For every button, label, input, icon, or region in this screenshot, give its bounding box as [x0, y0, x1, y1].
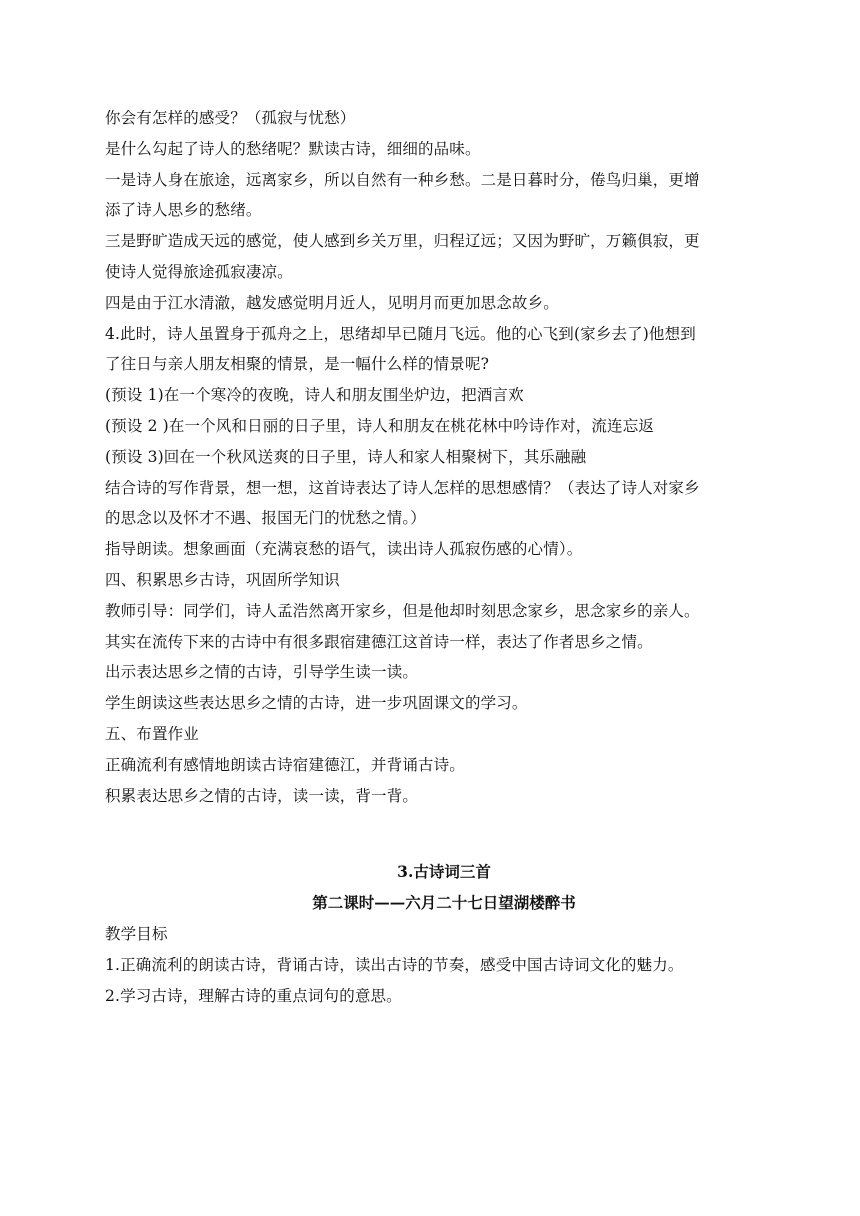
text-line: 指导朗读。想象画面（充满哀愁的语气，读出诗人孤寂伤感的心情）。	[105, 540, 583, 559]
text-line: 三是野旷造成天远的感觉，使人感到乡关万里，归程辽远；又因为野旷，万籁俱寂，更	[105, 232, 700, 251]
section-gap	[105, 811, 765, 857]
text-line: (预设 3)回在一个秋风送爽的日子里，诗人和家人相聚树下，其乐融融	[105, 447, 587, 466]
text-line: 使诗人觉得旅途孤寂凄凉。	[105, 262, 293, 281]
body-text-top	[105, 103, 765, 811]
text-line: 是什么勾起了诗人的愁绪呢？默读古诗，细细的品味。	[105, 139, 481, 158]
lesson-title: 3.古诗词三首	[397, 862, 491, 882]
text-line: (预设 1)在一个寒冷的夜晚，诗人和朋友围坐炉边，把酒言欢	[105, 386, 524, 405]
text-line: 积累表达思乡之情的古诗，读一读，背一背。	[105, 786, 419, 805]
text-line: 四是由于江水清澈，越发感觉明月近人，见明月而更加思念故乡。	[105, 293, 559, 312]
text-line: 学生朗读这些表达思乡之情的古诗，进一步巩固课文的学习。	[105, 694, 528, 713]
text-line: (预设 2 )在一个风和日丽的日子里，诗人和朋友在桃花林中吟诗作对，流连忘返	[105, 416, 655, 435]
text-line: 2.学习古诗，理解古诗的重点词句的意思。	[105, 986, 402, 1005]
text-line: 你会有怎样的感受？（孤寂与忧愁）	[105, 109, 356, 127]
text-line: 正确流利有感情地朗读古诗宿建德江，并背诵古诗。	[105, 755, 465, 774]
text-line: 添了诗人思乡的愁绪。	[105, 201, 262, 220]
text-line: 出示表达思乡之情的古诗，引导学生读一读。	[105, 663, 419, 682]
text-line: 4.此时，诗人虽置身于孤舟之上，思绪却早已随月飞远。他的心飞到(家乡去了)他想到	[105, 324, 696, 343]
teaching-goals-heading: 教学目标	[105, 924, 168, 943]
text-line: 教师引导：同学们，诗人孟浩然离开家乡，但是他却时刻思念家乡，思念家乡的亲人。	[105, 601, 700, 620]
text-line: 了往日与亲人朋友相聚的情景，是一幅什么样的情景呢?	[105, 355, 490, 374]
text-line: 其实在流传下来的古诗中有很多跟宿建德江这首诗一样，表达了作者思乡之情。	[105, 632, 653, 651]
lesson-subtitle: 第二课时——六月二十七日望湖楼醉书	[312, 893, 576, 913]
text-line: 的思念以及怀才不遇、报国无门的忧愁之情。）	[105, 509, 426, 528]
body-text-bottom	[105, 919, 765, 1011]
document-page	[105, 103, 765, 1011]
text-line: 1.正确流利的朗读古诗，背诵古诗，读出古诗的节奏，感受中国古诗词文化的魅力。	[105, 955, 684, 974]
section-heading-four: 四、积累思乡古诗，巩固所学知识	[105, 570, 340, 589]
text-line: 结合诗的写作背景，想一想，这首诗表达了诗人怎样的思想感情？（表达了诗人对家乡	[105, 478, 700, 497]
section-heading-five: 五、布置作业	[105, 724, 199, 743]
text-line: 一是诗人身在旅途，远离家乡，所以自然有一种乡愁。二是日暮时分，倦鸟归巢，更增	[105, 170, 700, 189]
